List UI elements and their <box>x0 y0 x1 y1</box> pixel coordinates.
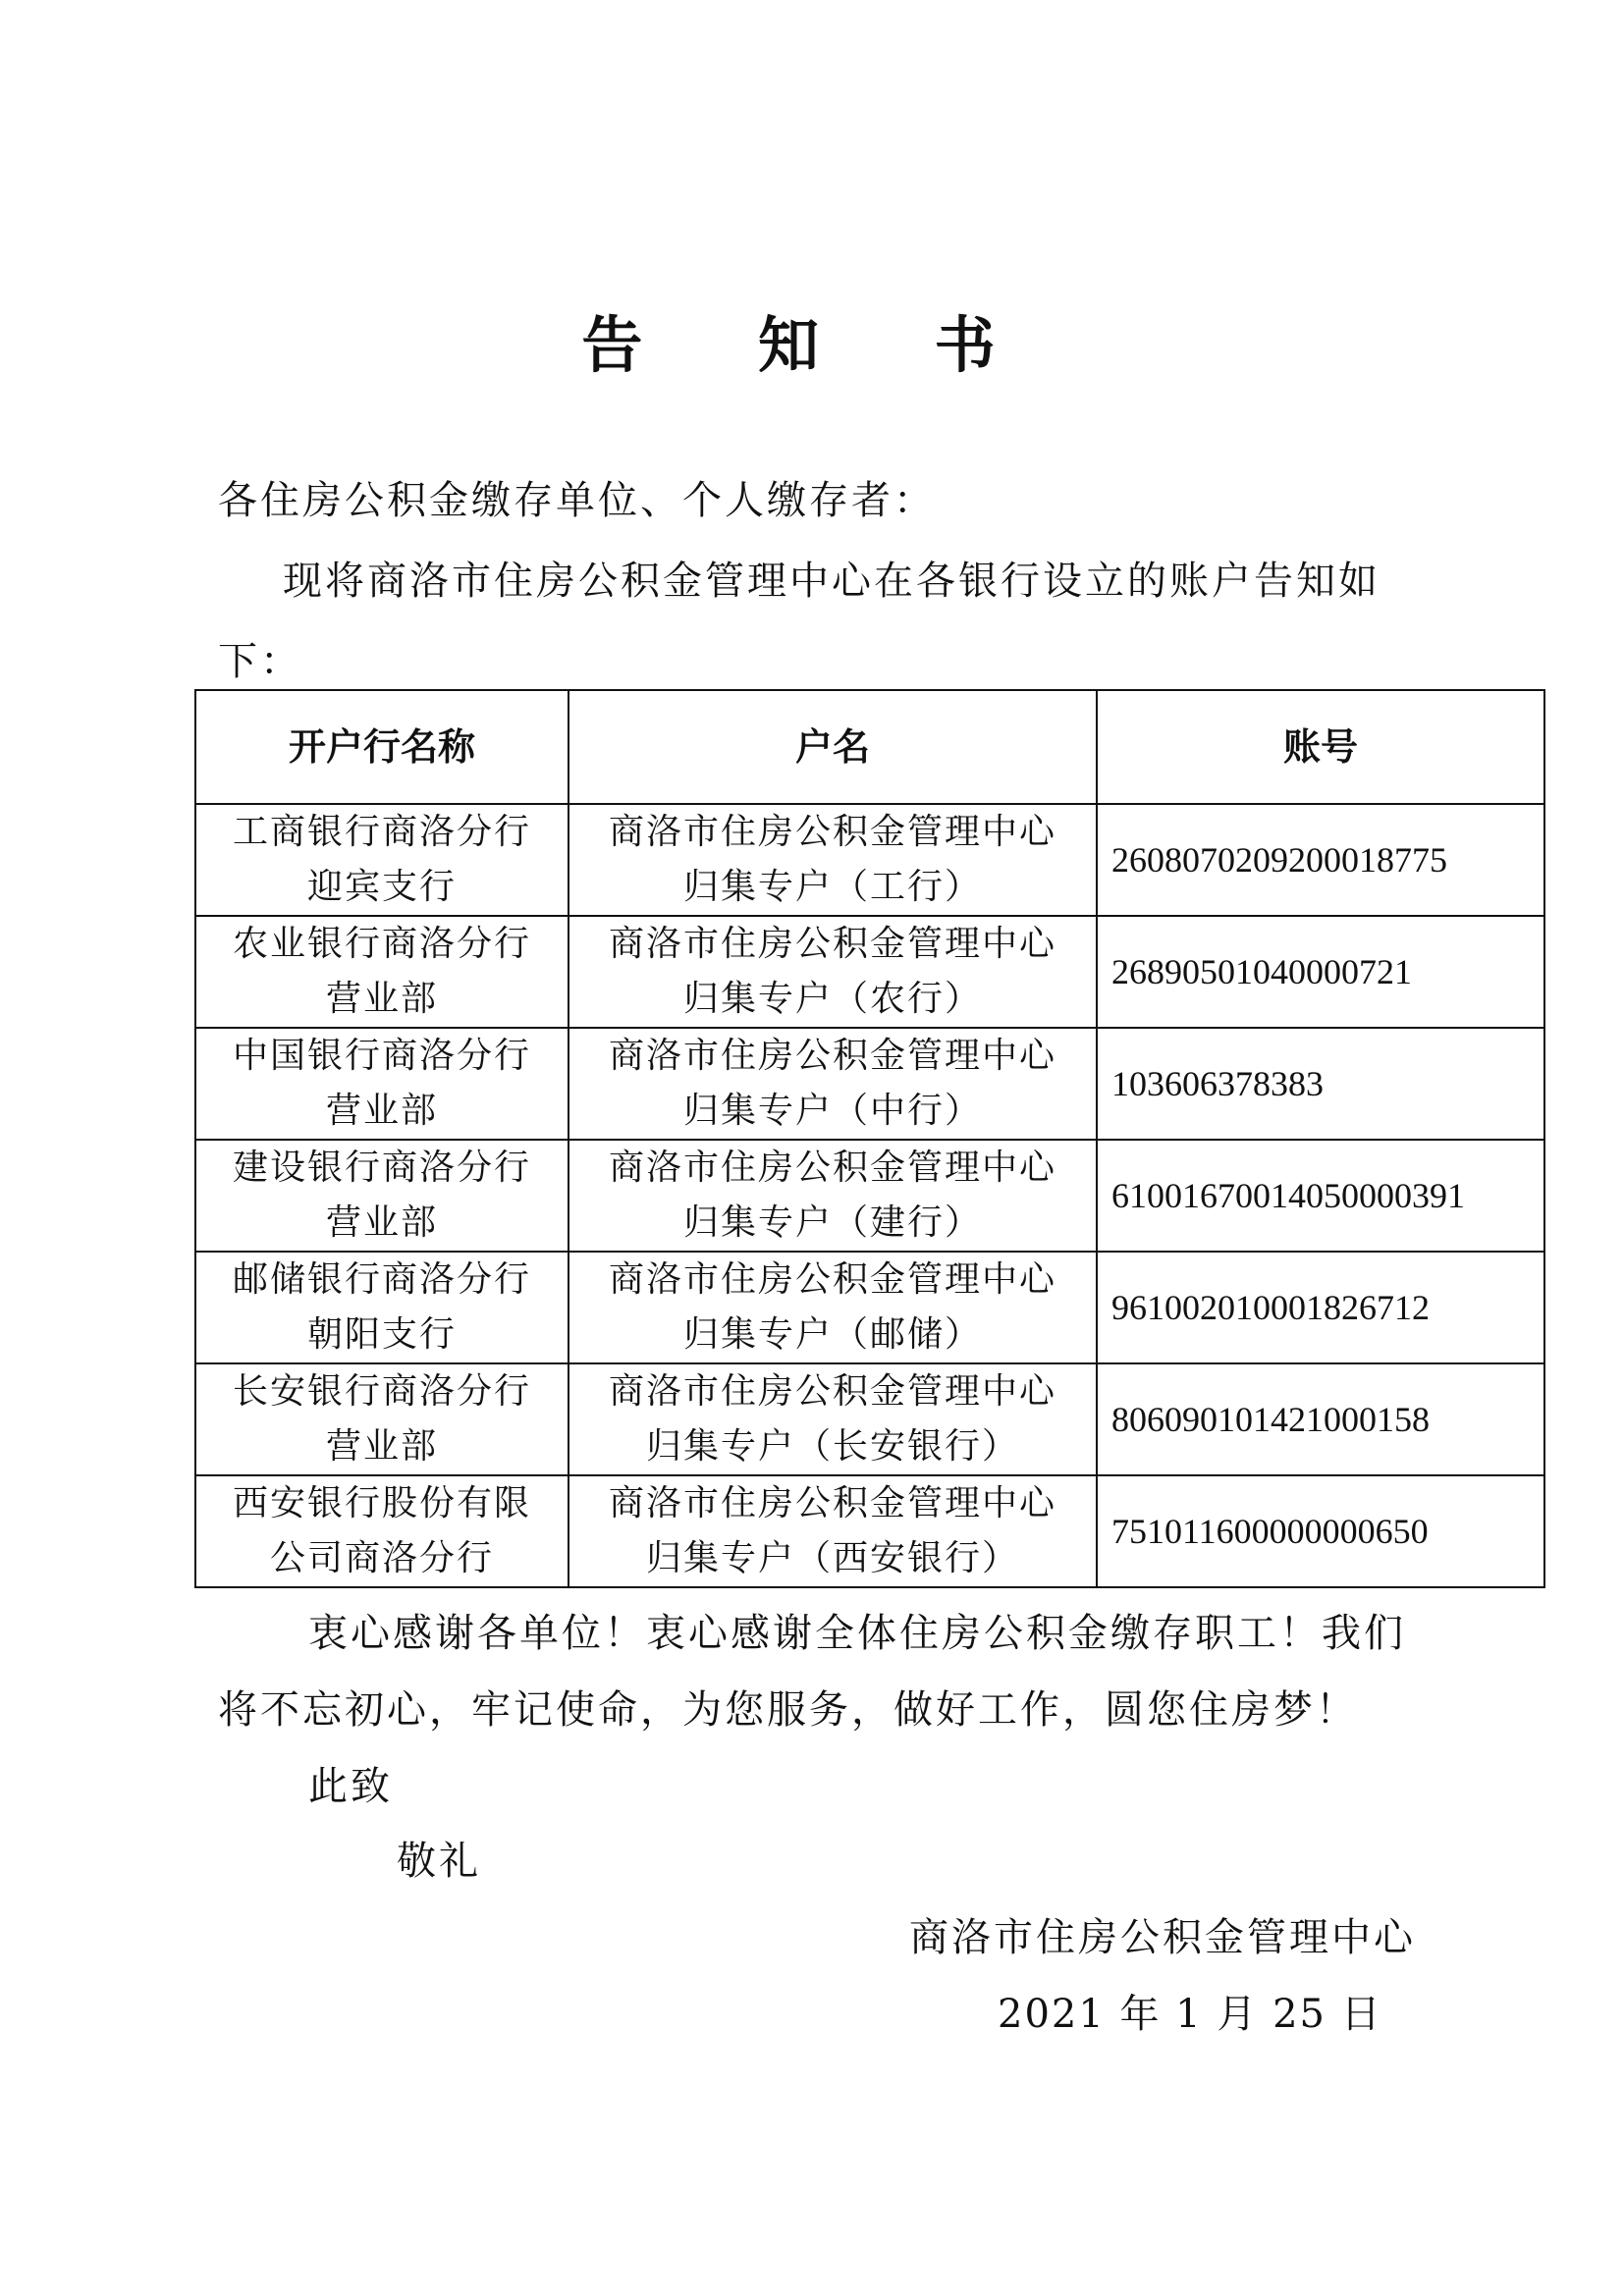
issue-date: 2021 年 1 月 25 日 <box>998 1992 1382 2037</box>
table-row <box>195 916 1544 1028</box>
document-title: 告 知 书 <box>581 309 1043 381</box>
table-row <box>195 1363 1544 1475</box>
account-number-cell: 103606378383 <box>1097 1028 1544 1140</box>
respect-closing: 敬礼 <box>397 1839 481 1884</box>
header-bank-name: 开户行名称 <box>195 690 568 804</box>
table-row <box>195 1028 1544 1140</box>
account-number-cell: 26890501040000721 <box>1097 916 1544 1028</box>
bank-name-cell: 建设银行商洛分行 营业部 <box>195 1140 568 1252</box>
accounts-table <box>194 689 1545 1588</box>
bank-name-cell: 工商银行商洛分行 迎宾支行 <box>195 804 568 916</box>
bank-name-cell: 长安银行商洛分行 营业部 <box>195 1363 568 1475</box>
account-holder-cell: 商洛市住房公积金管理中心 归集专户（工行） <box>568 804 1097 916</box>
account-holder-cell: 商洛市住房公积金管理中心 归集专户（农行） <box>568 916 1097 1028</box>
greeting: 各住房公积金缴存单位、个人缴存者： <box>218 478 936 523</box>
account-number-cell: 61001670014050000391 <box>1097 1140 1544 1252</box>
account-number-cell: 751011600000000650 <box>1097 1475 1544 1587</box>
closing-line-1: 衷心感谢各单位！衷心感谢全体住房公积金缴存职工！我们 <box>308 1611 1406 1656</box>
bank-name-cell: 农业银行商洛分行 营业部 <box>195 916 568 1028</box>
table-header-row <box>195 690 1544 804</box>
account-number-cell: 806090101421000158 <box>1097 1363 1544 1475</box>
closing-line-2: 将不忘初心，牢记使命，为您服务，做好工作，圆您住房梦！ <box>218 1687 1358 1733</box>
account-holder-cell: 商洛市住房公积金管理中心 归集专户（中行） <box>568 1028 1097 1140</box>
table-row <box>195 1252 1544 1363</box>
intro-line-2: 下： <box>218 639 302 684</box>
account-holder-cell: 商洛市住房公积金管理中心 归集专户（西安银行） <box>568 1475 1097 1587</box>
bank-name-cell: 邮储银行商洛分行 朝阳支行 <box>195 1252 568 1363</box>
header-account-holder: 户名 <box>568 690 1097 804</box>
intro-line-1: 现将商洛市住房公积金管理中心在各银行设立的账户告知如 <box>283 559 1380 604</box>
table-row <box>195 804 1544 916</box>
bank-name-cell: 中国银行商洛分行 营业部 <box>195 1028 568 1140</box>
salutation: 此致 <box>308 1764 393 1809</box>
header-account-number: 账号 <box>1097 690 1544 804</box>
account-number-cell: 2608070209200018775 <box>1097 804 1544 916</box>
account-number-cell: 961002010001826712 <box>1097 1252 1544 1363</box>
account-holder-cell: 商洛市住房公积金管理中心 归集专户（建行） <box>568 1140 1097 1252</box>
account-holder-cell: 商洛市住房公积金管理中心 归集专户（长安银行） <box>568 1363 1097 1475</box>
table-row <box>195 1475 1544 1587</box>
table-row <box>195 1140 1544 1252</box>
issuing-organization: 商洛市住房公积金管理中心 <box>909 1915 1416 1960</box>
account-holder-cell: 商洛市住房公积金管理中心 归集专户（邮储） <box>568 1252 1097 1363</box>
bank-name-cell: 西安银行股份有限 公司商洛分行 <box>195 1475 568 1587</box>
